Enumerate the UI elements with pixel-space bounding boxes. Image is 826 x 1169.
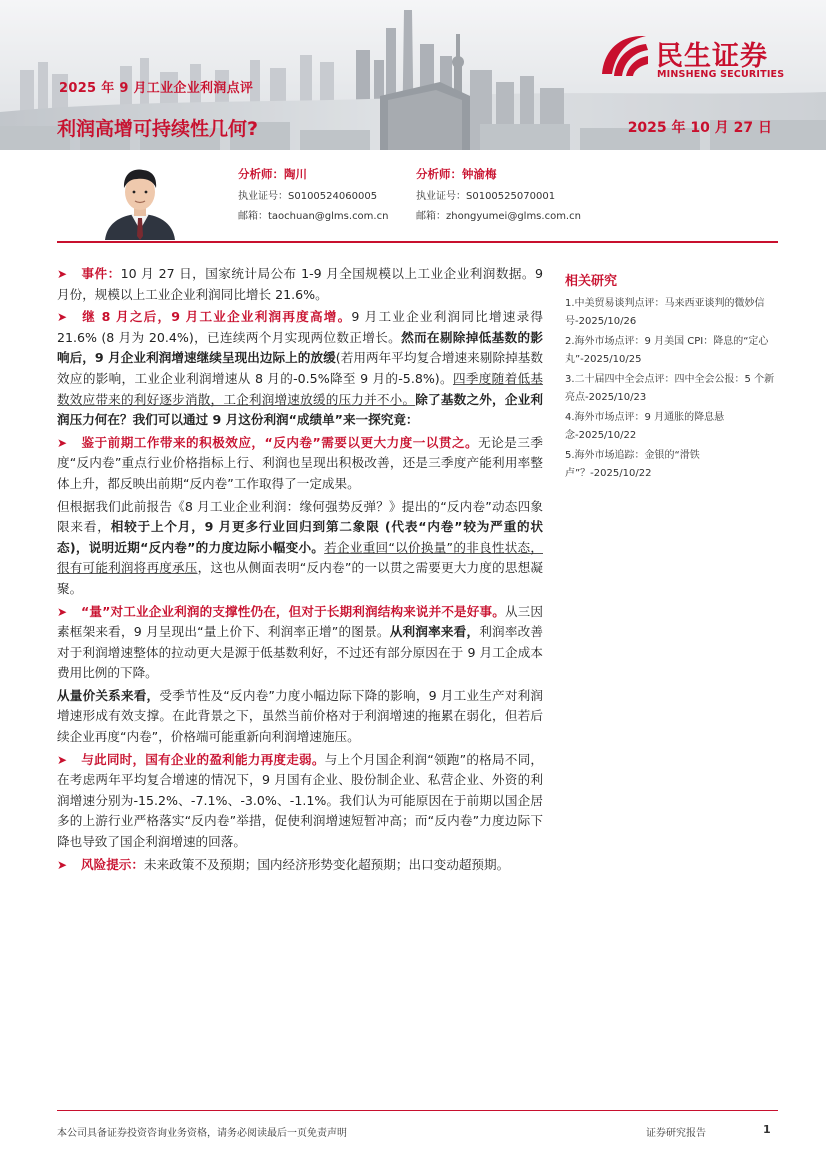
- paragraph-soe: [57, 750, 543, 853]
- volume-price-bold: 从量价关系来看，: [57, 687, 160, 703]
- event-text: 10 月 27 日，国家统计局公布 1-9 月全国规模以上工业企业利润数据。9 月份，规模以上工业企业利润同比增长 21.6%。: [57, 266, 543, 302]
- paragraph-quadrant: [57, 497, 543, 600]
- chevron-right-icon: ➤: [57, 310, 68, 325]
- soe-text: 与上个月国企利润“领跑”的格局不同，在考虑两年平均复合增速的情况下，9 月国有企业、股份制企业、私营企业、外资的利润增速分别为-15.2%、-7.1%、-3.0%、-1.1%。我们认为可能原因在于前期以国企居多的上游行业严格落实“反内卷”举措，促使利润增速短暂冲高；而“反内卷”力度边际下降也导致了国企利润增速的回落。: [57, 751, 543, 850]
- profit-growth-underline: 四季度随着低基数效应带来的利好逐步消散，工企利润增速放缓的压力并不小。: [57, 370, 544, 407]
- chevron-right-icon: ➤: [57, 752, 68, 767]
- quadrant-bold: 相较于上个月，9 月更多行业回归到第二象限 (代表“内卷”较为严重的状态)，说明近期“反内卷”的力度边际小幅变小。: [57, 519, 544, 555]
- paragraph-anti-involution: [57, 433, 543, 495]
- profit-growth-bold-1: 然而在剔除掉低基数的影响后，9 月企业利润增速继续呈现出边际上的放缓: [57, 329, 544, 366]
- volume-text-2: 利润率改善对于利润增速整体的拉动更大是源于低基数利好，不过还有部分原因在于 9 月工企成本费用比例的下降。: [57, 624, 543, 681]
- quadrant-text-2: ，这也从侧面表明“反内卷”的一以贯之需要更大力度的思想凝聚。: [57, 560, 544, 596]
- email-label: 邮箱：: [416, 211, 446, 222]
- analyst-photo: [97, 160, 183, 240]
- related-research-item[interactable]: 2.海外市场点评：9 月美国 CPI：降息的“定心丸”-2025/10/25: [565, 336, 769, 365]
- volume-bold: 从利润率来看，: [389, 624, 480, 640]
- analyst-label: 分析师：: [416, 167, 462, 181]
- paragraph-event: [57, 264, 543, 305]
- quadrant-text-1: 但根据我们此前报告《8 月工业企业利润：缘何强势反弹？》提出的“反内卷”动态四象限来看，: [57, 498, 543, 535]
- report-title: 利润高增可持续性几何?: [57, 118, 259, 140]
- profit-growth-bold-2: 除了基数之外，企业利润压力何在？我们可以通过 9 月这份利润“成绩单”来一探究竟：: [57, 391, 544, 428]
- chevron-right-icon: ➤: [57, 857, 68, 872]
- report-type: 2025 年 9 月工业企业利润点评: [59, 81, 254, 96]
- analyst-avatar: [97, 160, 183, 240]
- volume-text-1: 从三因素框架来看，9 月呈现出“量上价下、利润率正增”的图景。: [57, 603, 543, 640]
- related-research-item[interactable]: 1.中美贸易谈判点评：马来西亚谈判的微妙信号-2025/10/26: [565, 298, 765, 327]
- minsheng-logo-mark-icon: [598, 30, 650, 82]
- chevron-right-icon: ➤: [57, 604, 68, 619]
- email-address[interactable]: taochuan@glms.com.cn: [268, 211, 389, 222]
- logo-chinese-text: 民生证券: [656, 41, 768, 72]
- email-label: 邮箱：: [238, 211, 268, 222]
- related-research-sidebar: [565, 270, 778, 485]
- footer-disclaimer: 本公司具备证券投资咨询业务资格，请务必阅读最后一页免责声明: [57, 1128, 347, 1139]
- volume-lead: “量”对工业企业利润的支撑性仍在，但对于长期利润结构来说并不是好事。: [81, 603, 505, 619]
- header-divider: [57, 241, 778, 243]
- anti-involution-text: 无论是三季度“反内卷”重点行业价格指标上行、利润也呈现出积极改善，还是三季度产能利用率整体上升，都反映出前期“反内卷”工作取得了一定成果。: [57, 434, 543, 491]
- chevron-right-icon: ➤: [57, 267, 68, 281]
- risk-lead: 风险提示：: [81, 856, 144, 872]
- paragraph-risk: [57, 855, 543, 876]
- report-date: 2025 年 10 月 27 日: [627, 120, 772, 136]
- paragraph-profit-growth: [57, 307, 543, 431]
- footer-doc-type: 证券研究报告: [646, 1128, 706, 1139]
- license-label: 执业证号：: [238, 191, 288, 202]
- analyst-name: 陶川: [284, 167, 307, 181]
- main-content: [57, 264, 543, 877]
- page-number: 1: [763, 1123, 771, 1136]
- related-research-item[interactable]: 3.二十届四中全会点评：四中全会公报：5 个新亮点-2025/10/23: [565, 374, 775, 403]
- related-research-title: 相关研究: [565, 274, 618, 289]
- risk-text: 未来政策不及预期；国内经济形势变化超预期；出口变动超预期。: [143, 856, 510, 872]
- quadrant-underline: 若企业重回“以价换量”的非良性状态，很有可能利润将再度承压: [57, 539, 543, 576]
- logo-english-text: MINSHENG SECURITIES: [657, 69, 785, 80]
- header-banner: [0, 0, 826, 150]
- analyst-card-2: [416, 164, 581, 227]
- chevron-right-icon: ➤: [57, 435, 68, 450]
- event-lead: 事件：: [81, 266, 121, 281]
- minsheng-logo: [598, 30, 808, 84]
- related-research-item[interactable]: 5.海外市场追踪：金银的“滑铁卢”？-2025/10/22: [565, 450, 700, 479]
- paragraph-volume: [57, 602, 543, 684]
- license-number: S0100525070001: [466, 191, 556, 202]
- related-research-item[interactable]: 4.海外市场点评：9 月通胀的降息悬念-2025/10/22: [565, 412, 725, 441]
- analyst-card-1: [238, 164, 388, 227]
- profit-growth-lead: 继 8 月之后，9 月工业企业利润再度高增。: [81, 309, 352, 325]
- email-address[interactable]: zhongyumei@glms.com.cn: [446, 211, 581, 222]
- paragraph-volume-price: [57, 686, 543, 748]
- license-label: 执业证号：: [416, 191, 466, 202]
- footer-divider: [57, 1110, 778, 1111]
- license-number: S0100524060005: [288, 191, 378, 202]
- profit-growth-text-1: 9 月工业企业利润同比增速录得 21.6% (8 月为 20.4%)，已连续两个月实现两位数正增长。: [57, 309, 543, 345]
- analyst-label: 分析师：: [238, 167, 284, 181]
- anti-involution-lead: 鉴于前期工作带来的积极效应，“反内卷”需要以更大力度一以贯之。: [81, 434, 479, 450]
- profit-growth-text-2: (若用两年平均复合增速来剔除掉基数效应的影响，工业企业利润增速从 8 月的-0.5%降至 9 月的-5.8%)。: [57, 350, 543, 386]
- volume-price-text: 受季节性及“反内卷”力度小幅边际下降的影响，9 月工业生产对利润增速形成有效支撑。在此背景之下，虽然当前价格对于利润增速的拖累在弱化，但若后续企业再度“内卷”，价格端可能重新向利润增速施压。: [57, 687, 543, 745]
- analyst-name: 钟渝梅: [462, 167, 497, 181]
- soe-lead: 与此同时，国有企业的盈利能力再度走弱。: [81, 751, 325, 767]
